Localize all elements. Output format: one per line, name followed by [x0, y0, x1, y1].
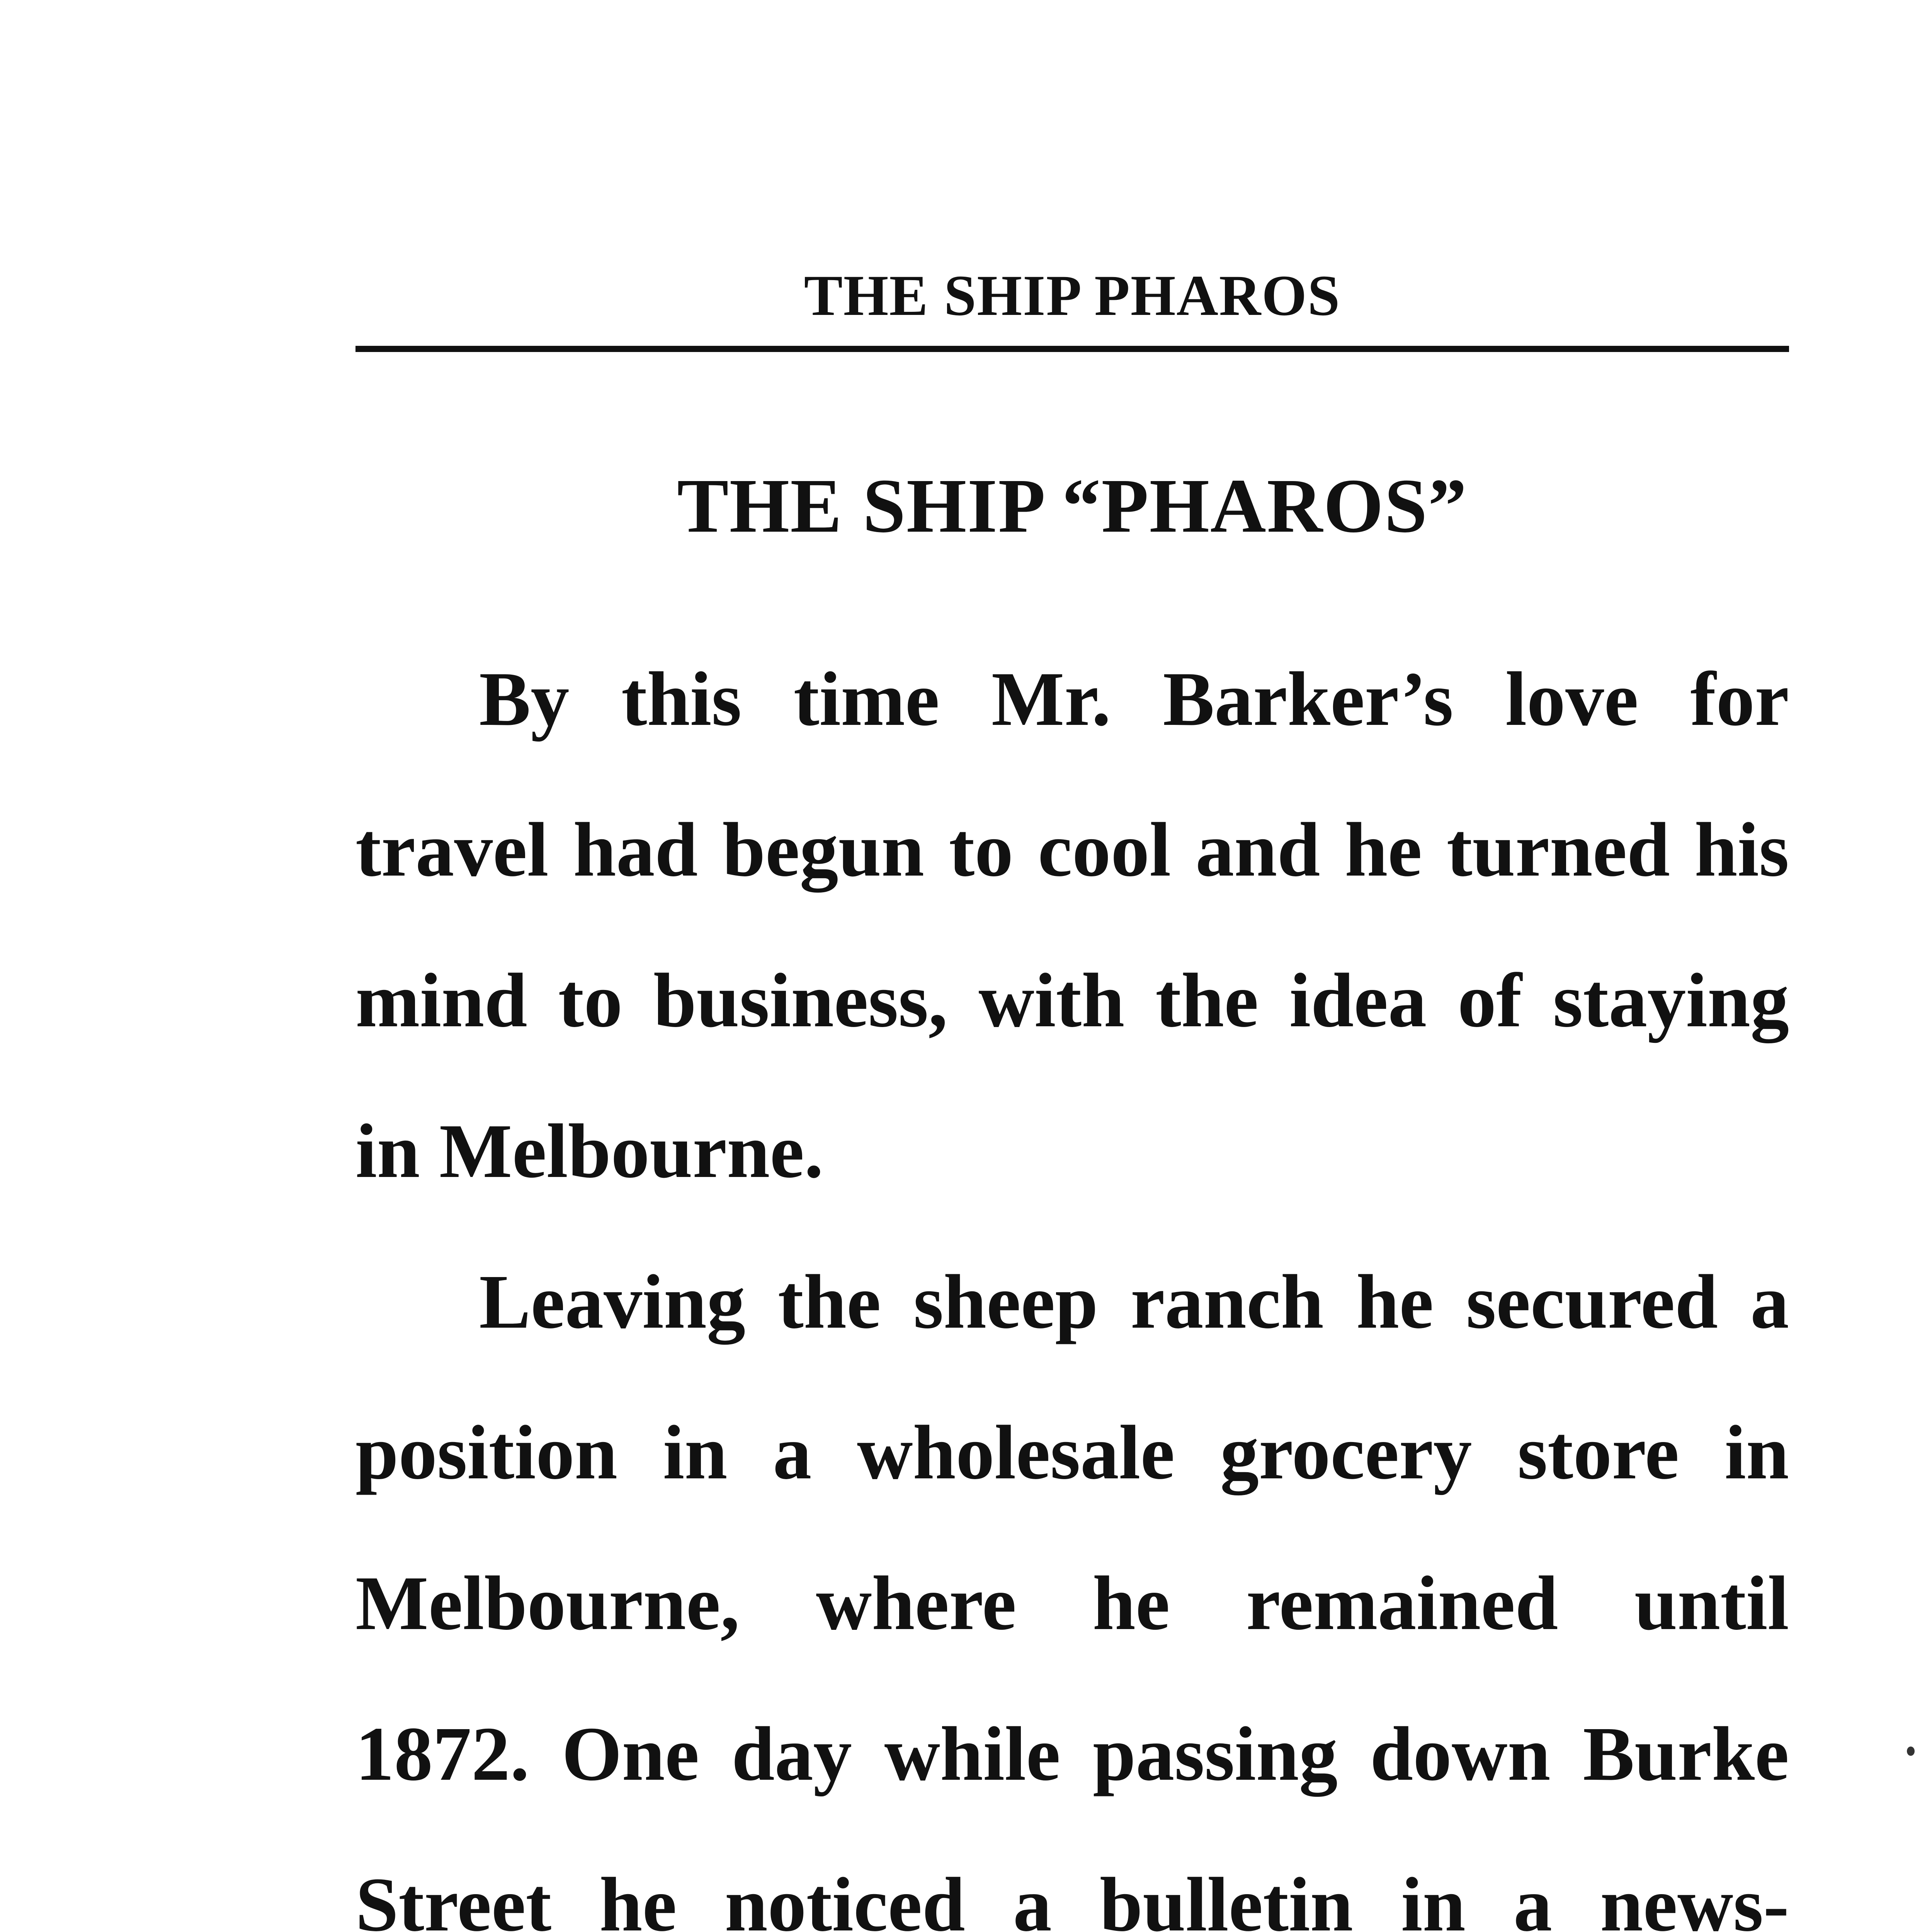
paragraph-2-line-5: Street he noticed a bulletin in a news-: [355, 1862, 1789, 1932]
paragraph-1-line-3: mind to business, with the idea of staying: [355, 958, 1789, 1043]
paragraph-2-line-4: 1872. One day while passing down Burke: [355, 1711, 1789, 1797]
header-rule: [355, 346, 1789, 352]
print-speck: [1907, 1747, 1915, 1756]
paragraph-1-line-4: in Melbourne.: [355, 1109, 824, 1194]
paragraph-1-line-1: By this time Mr. Barker’s love for: [479, 656, 1789, 742]
chapter-title: THE SHIP “PHAROS”: [677, 463, 1468, 549]
running-head: THE SHIP PHAROS: [804, 264, 1341, 328]
paragraph-1-line-2: travel had begun to cool and he turned his: [355, 807, 1789, 893]
paragraph-2-line-1: Leaving the sheep ranch he secured a: [479, 1259, 1789, 1345]
paragraph-2-line-2: position in a wholesale grocery store in: [355, 1410, 1789, 1495]
paragraph-2-line-3: Melbourne, where he remained until: [355, 1561, 1789, 1646]
